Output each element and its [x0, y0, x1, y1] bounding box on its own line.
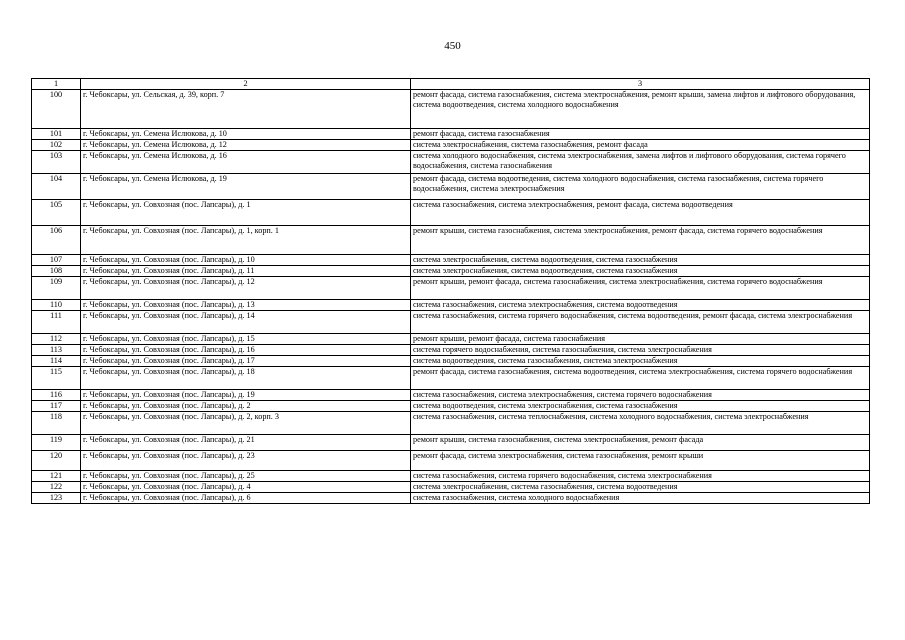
row-works: система электроснабжения, система газоснабжения, ремонт фасада — [411, 140, 870, 151]
row-address: г. Чебоксары, ул. Семена Ислюкова, д. 16 — [81, 151, 411, 174]
row-address: г. Чебоксары, ул. Сельская, д. 39, корп. 7 — [81, 90, 411, 129]
row-number: 115 — [32, 367, 81, 390]
row-number: 101 — [32, 129, 81, 140]
row-number: 106 — [32, 226, 81, 255]
row-address: г. Чебоксары, ул. Совхозная (пос. Лапсары), д. 6 — [81, 493, 411, 504]
table-row — [32, 451, 870, 471]
row-works: ремонт крыши, система газоснабжения, система электроснабжения, ремонт фасада, система горячего водоснабжения — [411, 226, 870, 255]
table-header-row — [32, 79, 870, 90]
row-works: система газоснабжения, система теплоснабжения, система холодного водоснабжения, система электроснабжения — [411, 412, 870, 435]
row-address: г. Чебоксары, ул. Совхозная (пос. Лапсары), д. 21 — [81, 435, 411, 451]
row-number: 112 — [32, 334, 81, 345]
row-address: г. Чебоксары, ул. Совхозная (пос. Лапсары), д. 12 — [81, 277, 411, 300]
row-works: система газоснабжения, система электроснабжения, ремонт фасада, система водоотведения — [411, 200, 870, 226]
row-number: 119 — [32, 435, 81, 451]
row-number: 123 — [32, 493, 81, 504]
header-col-3: 3 — [411, 79, 870, 90]
row-number: 116 — [32, 390, 81, 401]
row-number: 100 — [32, 90, 81, 129]
row-works: ремонт фасада, система газоснабжения, система водоотведения, система электроснабжения, система горячего водоснабжения — [411, 367, 870, 390]
table-row — [32, 129, 870, 140]
table-row — [32, 277, 870, 300]
row-number: 117 — [32, 401, 81, 412]
row-works: система электроснабжения, система газоснабжения, система водоотведения — [411, 482, 870, 493]
row-address: г. Чебоксары, ул. Совхозная (пос. Лапсары), д. 2 — [81, 401, 411, 412]
row-number: 113 — [32, 345, 81, 356]
table-row — [32, 300, 870, 311]
row-number: 105 — [32, 200, 81, 226]
row-works: ремонт крыши, ремонт фасада, система газоснабжения — [411, 334, 870, 345]
works-table — [31, 78, 870, 504]
row-address: г. Чебоксары, ул. Семена Ислюкова, д. 19 — [81, 174, 411, 200]
row-works: ремонт крыши, ремонт фасада, система газоснабжения, система электроснабжения, система горячего водоснабжения — [411, 277, 870, 300]
row-address: г. Чебоксары, ул. Совхозная (пос. Лапсары), д. 16 — [81, 345, 411, 356]
table-row — [32, 151, 870, 174]
row-address: г. Чебоксары, ул. Совхозная (пос. Лапсары), д. 23 — [81, 451, 411, 471]
row-number: 120 — [32, 451, 81, 471]
row-address: г. Чебоксары, ул. Совхозная (пос. Лапсары), д. 18 — [81, 367, 411, 390]
table-row — [32, 493, 870, 504]
row-works: система электроснабжения, система водоотведения, система газоснабжения — [411, 266, 870, 277]
row-works: система холодного водоснабжения, система электроснабжения, замена лифтов и лифтового оборудования, система горячего водоснабжения, система газоснабжения — [411, 151, 870, 174]
row-works: система горячего водоснабжения, система газоснабжения, система электроснабжения — [411, 345, 870, 356]
table-row — [32, 345, 870, 356]
table-row — [32, 435, 870, 451]
row-address: г. Чебоксары, ул. Семена Ислюкова, д. 12 — [81, 140, 411, 151]
row-works: система водоотведения, система электроснабжения, система газоснабжения — [411, 401, 870, 412]
table-row — [32, 266, 870, 277]
table-row — [32, 255, 870, 266]
row-address: г. Чебоксары, ул. Совхозная (пос. Лапсары), д. 25 — [81, 471, 411, 482]
table-row — [32, 471, 870, 482]
row-address: г. Чебоксары, ул. Совхозная (пос. Лапсары), д. 15 — [81, 334, 411, 345]
row-number: 108 — [32, 266, 81, 277]
row-number: 107 — [32, 255, 81, 266]
table-row — [32, 200, 870, 226]
row-address: г. Чебоксары, ул. Совхозная (пос. Лапсары), д. 14 — [81, 311, 411, 334]
row-works: ремонт фасада, система электроснабжения, система газоснабжения, ремонт крыши — [411, 451, 870, 471]
row-number: 118 — [32, 412, 81, 435]
row-address: г. Чебоксары, ул. Семена Ислюкова, д. 10 — [81, 129, 411, 140]
row-works: ремонт фасада, система газоснабжения, система электроснабжения, ремонт крыши, замена лифтов и лифтового оборудования, система водоотведения, система холодного водоснабжения — [411, 90, 870, 129]
row-address: г. Чебоксары, ул. Совхозная (пос. Лапсары), д. 19 — [81, 390, 411, 401]
table-body — [32, 79, 870, 504]
page-number: 450 — [444, 40, 461, 52]
table-row — [32, 311, 870, 334]
row-address: г. Чебоксары, ул. Совхозная (пос. Лапсары), д. 2, корп. 3 — [81, 412, 411, 435]
table-row — [32, 356, 870, 367]
row-number: 103 — [32, 151, 81, 174]
table-row — [32, 482, 870, 493]
row-address: г. Чебоксары, ул. Совхозная (пос. Лапсары), д. 1, корп. 1 — [81, 226, 411, 255]
row-address: г. Чебоксары, ул. Совхозная (пос. Лапсары), д. 17 — [81, 356, 411, 367]
header-col-2: 2 — [81, 79, 411, 90]
table-row — [32, 334, 870, 345]
row-number: 121 — [32, 471, 81, 482]
row-address: г. Чебоксары, ул. Совхозная (пос. Лапсары), д. 10 — [81, 255, 411, 266]
row-address: г. Чебоксары, ул. Совхозная (пос. Лапсары), д. 11 — [81, 266, 411, 277]
row-number: 102 — [32, 140, 81, 151]
row-number: 111 — [32, 311, 81, 334]
row-number: 110 — [32, 300, 81, 311]
table-row — [32, 390, 870, 401]
table-row — [32, 174, 870, 200]
row-address: г. Чебоксары, ул. Совхозная (пос. Лапсары), д. 1 — [81, 200, 411, 226]
row-address: г. Чебоксары, ул. Совхозная (пос. Лапсары), д. 4 — [81, 482, 411, 493]
row-number: 114 — [32, 356, 81, 367]
table-row — [32, 412, 870, 435]
row-address: г. Чебоксары, ул. Совхозная (пос. Лапсары), д. 13 — [81, 300, 411, 311]
table-row — [32, 226, 870, 255]
row-works: ремонт крыши, система газоснабжения, система электроснабжения, ремонт фасада — [411, 435, 870, 451]
table-row — [32, 140, 870, 151]
row-number: 122 — [32, 482, 81, 493]
row-works: ремонт фасада, система водоотведения, система холодного водоснабжения, система газоснабжения, система горячего водоснабжения, система электроснабжения — [411, 174, 870, 200]
table-row — [32, 367, 870, 390]
row-works: система газоснабжения, система электроснабжения, система водоотведения — [411, 300, 870, 311]
table-row — [32, 90, 870, 129]
row-number: 104 — [32, 174, 81, 200]
row-number: 109 — [32, 277, 81, 300]
row-works: система электроснабжения, система водоотведения, система газоснабжения — [411, 255, 870, 266]
row-works: система газоснабжения, система холодного водоснабжения — [411, 493, 870, 504]
row-works: система газоснабжения, система горячего водоснабжения, система электроснабжения — [411, 471, 870, 482]
row-works: система газоснабжения, система горячего водоснабжения, система водоотведения, ремонт фасада, система электроснабжения — [411, 311, 870, 334]
row-works: ремонт фасада, система газоснабжения — [411, 129, 870, 140]
row-works: система водоотведения, система газоснабжения, система электроснабжения — [411, 356, 870, 367]
header-col-1: 1 — [32, 79, 81, 90]
table-row — [32, 401, 870, 412]
row-works: система газоснабжения, система электроснабжения, система горячего водоснабжения — [411, 390, 870, 401]
